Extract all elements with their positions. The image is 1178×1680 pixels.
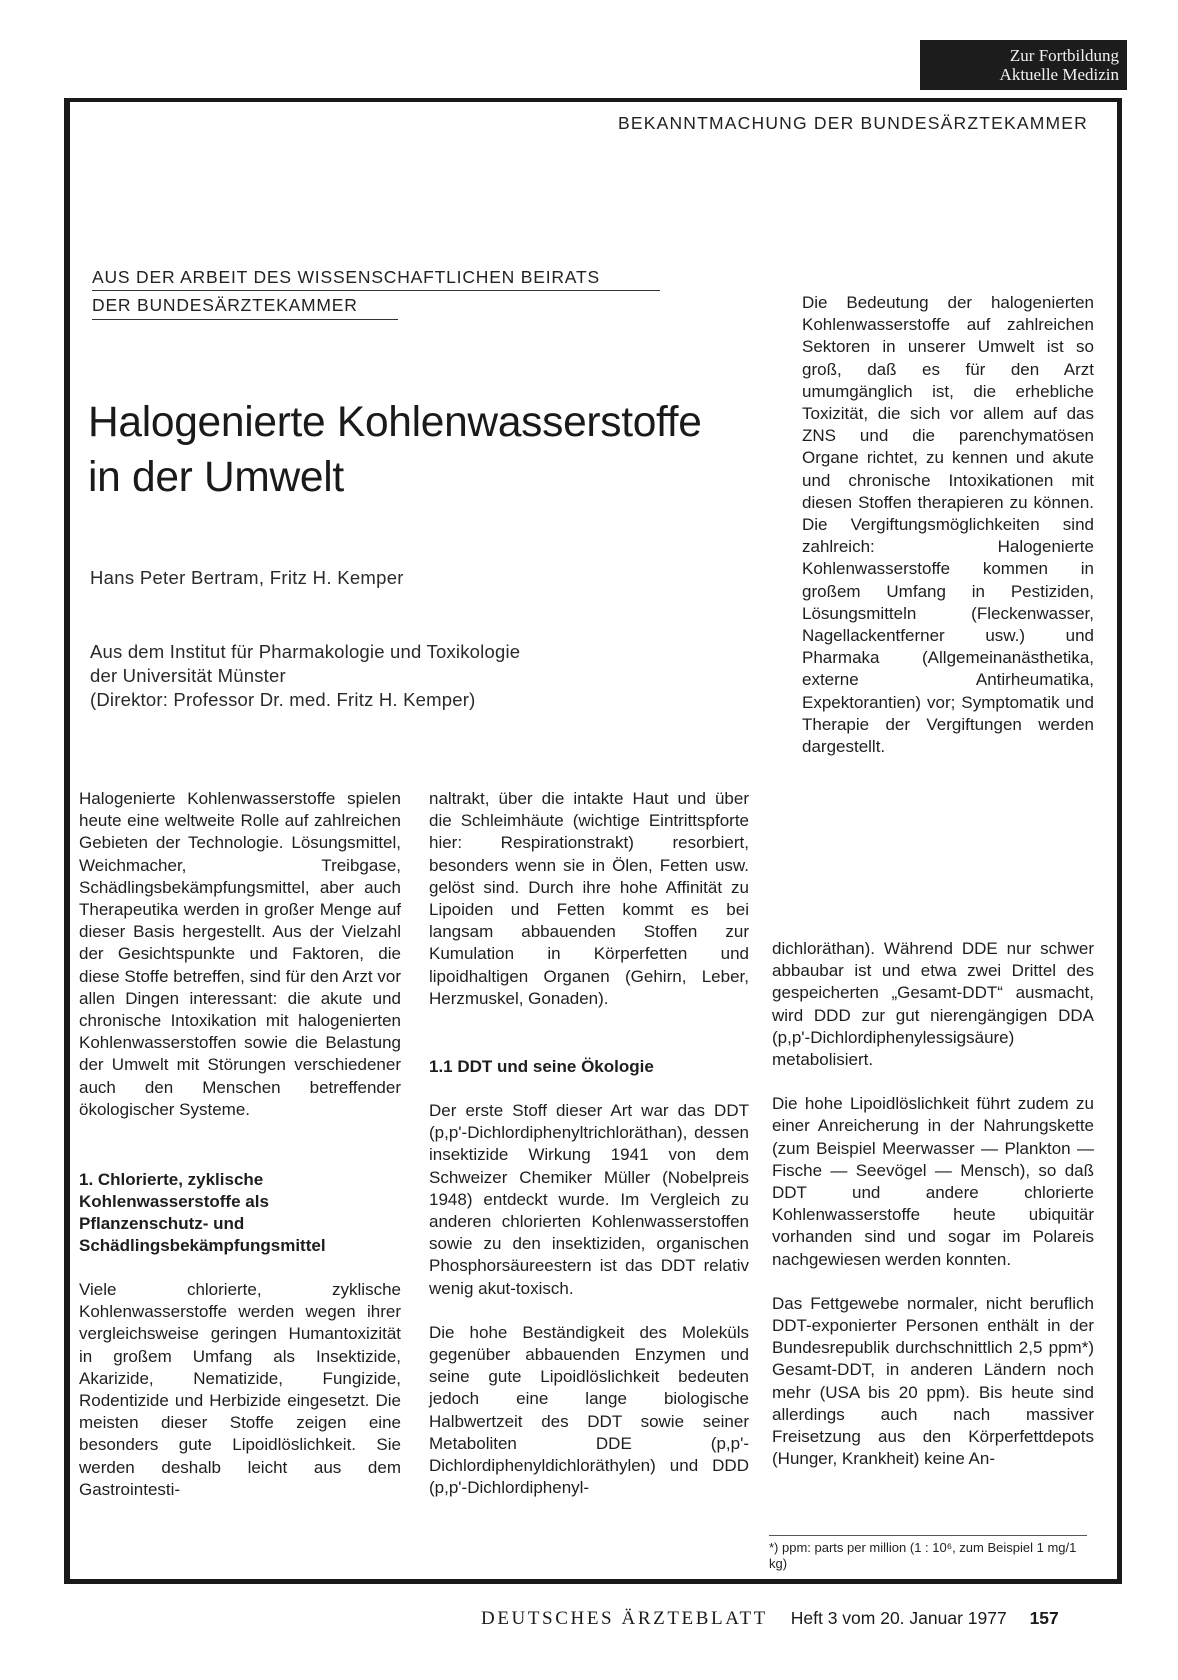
article-authors: Hans Peter Bertram, Fritz H. Kemper — [90, 567, 404, 588]
col3-paragraph-3: Das Fettgewebe normaler, nicht beruflich DDT-exponierter Personen enthält in der Bundesrepublik durchschnittlich 2,5 ppm*) Gesamt-DDT, in anderen Ländern noch mehr (USA bis 20 ppm). Bis heute sind allerdings auch nach massiver Freisetzung aus den Körperfettdepots (Hunger, Krankheit) keine An- — [772, 1293, 1094, 1469]
author-affiliation — [90, 640, 520, 712]
abstract-column — [802, 292, 1094, 758]
section-tag-line1: Zur Fortbildung — [1009, 46, 1119, 65]
intro-paragraph: Halogenierte Kohlenwasserstoffe spielen heute eine weltweite Rolle auf zahlreichen Gebieten der Technologie. Lösungsmittel, Weichmacher, Treibgase, Schädlingsbekämpfungsmittel, aber auch Therapeutika werden in großer Menge auf dieser Basis hergestellt. Aus der Vielzahl der Gesichtspunkte und Faktoren, die diese Stoffe betreffen, sind für den Arzt vor allen Dingen interessant: die akute und chronische Intoxikation mit halogenierten Kohlenwasserstoffen sowie die Belastung der Umwelt mit Störungen verschiedener auch den Menschen betreffender ökologischer Systeme. — [79, 789, 401, 1119]
article-title-line2: in der Umwelt — [88, 454, 344, 501]
section-1-paragraph: Viele chlorierte, zyklische Kohlenwasserstoffe werden wegen ihrer vergleichsweise geringen Humantoxizität in großem Umfang als Insektizide, Akarizide, Nematizide, Fungizide, Rodentizide und Herbizide eingesetzt. Die meisten dieser Stoffe zeigen eine besonders gute Lipoidlöslichkeit. Sie werden deshalb leicht aus dem Gastrointesti- — [79, 1280, 401, 1499]
page-footer — [481, 1608, 1118, 1630]
page-number: 157 — [1029, 1608, 1059, 1628]
journal-name: DEUTSCHES ÄRZTEBLATT — [481, 1608, 768, 1629]
series-heading-line1: AUS DER ARBEIT DES WISSENSCHAFTLICHEN BEIRATS — [92, 264, 660, 291]
section-heading-1: 1. Chlorierte, zyklische Kohlenwasserstoffe als Pflanzenschutz- und Schädlingsbekämpfungsmittel — [79, 1170, 326, 1256]
col2-paragraph-3: Die hohe Beständigkeit des Moleküls gegenüber abbauenden Enzymen und seine gute Lipoidlöslichkeit bedeuten jedoch eine lange biologische Halbwertzeit des DDT sowie seiner Metaboliten DDE (p,p'-Dichlordiphenyldichloräthylen) und DDD (p,p'-Dichlordiphenyl- — [429, 1322, 749, 1498]
section-heading-1-1: 1.1 DDT und seine Ökologie — [429, 1057, 654, 1077]
body-column-2 — [429, 788, 749, 1499]
affiliation-line3: (Direktor: Professor Dr. med. Fritz H. Kemper) — [90, 689, 476, 710]
issue-info: Heft 3 vom 20. Januar 1977 — [790, 1608, 1007, 1628]
article-title-line1: Halogenierte Kohlenwasserstoffe — [88, 399, 702, 446]
body-column-3 — [772, 938, 1094, 1470]
col3-paragraph-1: dichloräthan). Während DDE nur schwer abbaubar ist und etwa zwei Drittel des gespeicherten „Gesamt-DDT“ ausmacht, wird DDD zur gut nierengängigen DDA (p,p'-Dichlordiphenylessigsäure) metabolisiert. — [772, 939, 1094, 1070]
announcement-header: BEKANNTMACHUNG DER BUNDESÄRZTEKAMMER — [617, 113, 1088, 133]
affiliation-line1: Aus dem Institut für Pharmakologie und Toxikologie — [90, 641, 521, 662]
col3-paragraph-2: Die hohe Lipoidlöslichkeit führt zudem zu einer Anreicherung in der Nahrungskette (zum Beispiel Meerwasser — Plankton — Fische — Seevögel — Mensch), so daß DDT und andere chlorierte Kohlenwasserstoffe heute ubiquitär vorhanden sind und sogar im Polareis nachgewiesen werden konnten. — [772, 1094, 1094, 1269]
section-tag — [920, 40, 1127, 90]
footnote: *) ppm: parts per million (1 : 10⁶, zum Beispiel 1 mg/1 kg) — [769, 1535, 1087, 1572]
article-title — [88, 395, 768, 505]
col2-paragraph-1: naltrakt, über die intakte Haut und über die Schleimhäute (wichtige Eintrittspforte hier: Respirationstrakt) resorbiert, besonders wenn sie in Ölen, Fetten usw. gelöst sind. Durch ihre hohe Affinität zu Lipoiden und Fetten kommt es bei langsam abbauenden Stoffen zur Kumulation in Körperfetten und lipoidhaltigen Organen (Gehirn, Leber, Herzmuskel, Gonaden). — [429, 789, 749, 1008]
series-heading — [92, 264, 660, 320]
affiliation-line2: der Universität Münster — [90, 665, 286, 686]
body-column-1 — [79, 788, 401, 1501]
series-heading-line2: DER BUNDESÄRZTEKAMMER — [92, 291, 398, 320]
abstract-text: Die Bedeutung der halogenierten Kohlenwasserstoffe auf zahlreichen Sektoren in unserer Umwelt ist so groß, daß es für den Arzt umumgänglich ist, die erhebliche Toxizität, die sich vor allem auf das ZNS und die parenchymatösen Organe richtet, zu kennen und akute und chronische Intoxikationen mit diesen Stoffen therapieren zu können. Die Vergiftungsmöglichkeiten sind zahlreich: Halogenierte Kohlenwasserstoffe kommen in großem Umfang in Pestiziden, Lösungsmitteln (Fleckenwasser, Nagellackentferner usw.) und Pharmaka (Allgemeinanästhetika, externe Antirheumatika, Expektorantien) vor; Symptomatik und Therapie der Vergiftungen werden dargestellt. — [802, 293, 1094, 757]
section-tag-line2: Aktuelle Medizin — [999, 65, 1119, 84]
col2-paragraph-2: Der erste Stoff dieser Art war das DDT (p,p'-Dichlordiphenyltrichloräthan), dessen insektizide Wirkung 1941 von dem Schweizer Chemiker Müller (Nobelpreis 1948) entdeckt wurde. Im Vergleich zu anderen chlorierten Kohlenwasserstoffen sowie zu den insektiziden, organischen Phosphorsäureestern ist das DDT relativ wenig akut-toxisch. — [429, 1101, 749, 1298]
